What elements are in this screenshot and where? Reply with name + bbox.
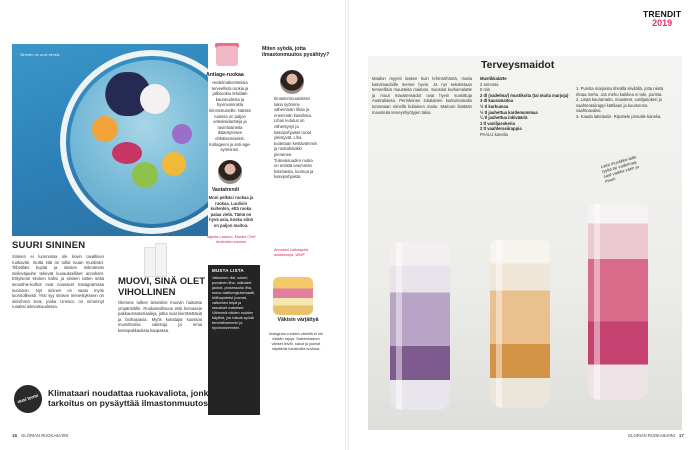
kiwi-slice [132,162,158,188]
handwritten-note: Laita mustikka-latte tyyliä tai vadelmaa, saat vaikka värin ja maun. [600,154,640,184]
left-page-number: 16 [12,433,18,438]
photo-caption: Sininen on uusi vihreä. [20,52,61,57]
vakion-heading: Väkisin värjättyä [277,317,319,323]
muovi-heading: MUOVI, SINÄ OLET VIHOLLINEN [118,276,206,298]
blueberry-latte-glass [390,242,450,410]
suuri-sininen-body: Sininen ei luonnossa ole kovin tavallinen ruokaväri, mutta sitä on tullut ruuan muotiväri. Tiibetiläis kuplat ja sinisen mikrolevän sinileväjauhe tekevät kuvaukselliset annokset. Erityisesti sininen kahvi ja sinisen latten sekä smoothie-kulhot ovat nousseet Instagramissa suosioon. Nyt sininen on saatu myös luonnollisesti. Yksi syy sinisen menestykseen on sinivihreä levä, jonka Unesco on nimennyt ruoaksi tulevaisuudessa. [12,254,104,310]
left-magazine-name: GLORIAN RUOKA&VIINI [21,433,69,438]
antiage-heading: Antiage-ruokaa [206,72,244,78]
glass-shine [496,240,502,408]
product-jar [216,46,238,66]
recipe-step: 1. Purista marjoista tiheällä siivilällä, jotta niistä irtoaa mehu. Jos mehu kaikkea ei tule, purista. [576,86,664,97]
miten-quote: Ilmastonmuutoksen takia syömme vähemmän lihaa ja enemmän kasviksia. Lihan kulutus on vähentynyt ja kasvipohjaiset ruoat yleistyvät. Liha tuotetaan kestävämmin ja ruokahävikki pienenee. Tulevaisuuden ruoka on entistä enemmän kotimaista, luomua ja kasvipohjaista. [274,96,318,180]
orange-slice [92,116,118,142]
recipe-heading: Mustikkalatte [480,76,507,81]
recipe-step: 3. Kaada lattelasiin. Ripottele pinnalle kanelia. [576,113,662,119]
ingredient: 2 dl (vadelma/) mustikoita (tai muita marjoja) [480,92,569,98]
recipe-steps [576,86,666,120]
recipe-block [480,76,572,138]
recipe-servings: 2 annosta [480,81,499,87]
terveysmaidot-title: Terveysmaidot [481,59,555,71]
vastatrendi-signature: Nigella Lawson, Master Chef Australian tuomari [206,235,256,244]
annukka-portrait [280,70,304,94]
vastatrendi-quote: Moni pelkäsi ruokaa ja ruokaa. Luulisin kuitenkin, että ruoka palaa vielä. Tämä on hyvä asia, koska siinä on paljon maitoa. [208,195,254,228]
trendit-section-label [643,10,681,28]
recipe-time: 5 min [480,87,491,93]
recipe-variants: PAALU kanelia [480,131,508,137]
antiage-body: Hedelmäkoristeisia terveellisiä ruokia ja jälkiruokia tehdään kauneudesta ja hyvinvoinnista kiinnostuneille. Näissä ruoissa on paljon antioksidantteja ja ravintoaineita ikääntymisen ehkäisemiseksi. Kollageeni ja anti-age-syöminen. [209,80,251,153]
suuri-sininen-heading: SUURI SININEN [12,240,86,251]
musta-lista-heading: MUSTA LISTA [212,268,244,273]
milk-cartons-image [144,243,166,277]
nigella-portrait [218,160,242,184]
vastatrendi-heading: Vastatrendi [212,187,239,193]
miten-signature: Annukka Valkeapää, asiantuntija, WWF [274,248,309,257]
raspberry-latte-glass [588,204,648,400]
rainbow-toast-image [273,277,313,315]
klimataari-callout: Klimataari noudattaa ruokavaliota, jonka tärkein tarkoitus on pysäyttää ilmastonmuutos. [48,388,244,408]
dragon-fruit [140,84,170,114]
left-footer [12,433,68,438]
mango-pieces [162,152,186,176]
ingredient: ½ tl jauhettua kardemummaa [480,109,538,115]
muovi-body: Olemme tulleet tietoisiksi muovin haitoista ympäristölle. Ruokateollisuus etsii korvaavia pakkausmateriaaleja, jotka ovat kierrätettäviä ja biohajoavia. Myös kuluttajat suosivat muovittomia valintoja ja omia kestopakkauksia kaupassa. [118,300,202,333]
carton [155,243,167,277]
right-page-number: 17 [678,433,684,438]
raspberries [112,142,142,164]
edible-flowers [172,124,192,144]
ingredient: 1 tl vaniljasokeria [480,120,515,126]
smoothie-bowl-photo [12,44,208,236]
terveysmaidot-intro: Maidon myynti laskee kuin lehmänhäntä, mutta kasvimaidoille menee hyvin. Ja nyt sekoitetaan terveellisiä mausteita maitoon. Suositut kurkumalatte ja muut maustemaidot ovat hyvin suosittuja Australiassa. Perinteinen intialainen kurkumamaito tunnetaan nimellä kultainen maito. Maitoon lisätään mausteita terveyshyötyjen takia. [372,76,472,115]
page-gutter [345,0,349,450]
trendit-label: TRENDIT [643,9,682,19]
glass-shine [396,242,402,410]
right-magazine-name: GLORIAN RUOKA&VIINI [627,433,675,438]
trendit-year: 2019 [652,18,673,28]
musta-lista-body: Valkoinen riisi, sokeri, punainen liha, valkoiset jauhot, prosessoitu liha, mono-natriumglutamaatti, hiilihapotetut juomat, valkoinen leipä ja rasvaiset makeiset. Vähennä näiden ruokien käyttöä, jos haluat syödä terveellisemmin ja hyvinvoivemmin. [212,276,256,330]
right-footer [628,433,684,438]
miten-heading: Miten syödä, jotta ilmastonmuutos pysähtyy? [262,46,330,59]
glass-shine [594,204,600,400]
ingredient: ¼ tl jauhettua inkivääriä [480,115,528,121]
badge-label: uusi termi [16,393,39,405]
ingredient: 2 tl vaahterasiirappia [480,126,522,132]
ingredient: 3 dl kauramaitoa [480,98,514,104]
recipe-step: 2. Lisää kauramaito, mausteet, vaniljasokeri ja vaahterasiirappi kattilaan ja kuumenna vaahtoavaksi. [576,97,662,114]
vakion-body: Instagram-ruokien väreillä ei ole mitään rajoja. Sateenkaaren väriset leivät, kakut ja juomat näyttävät hauskoilta kuvissa. [269,332,323,351]
ingredient: ½ tl kurkumaa [480,103,509,109]
golden-latte-glass [490,240,550,408]
